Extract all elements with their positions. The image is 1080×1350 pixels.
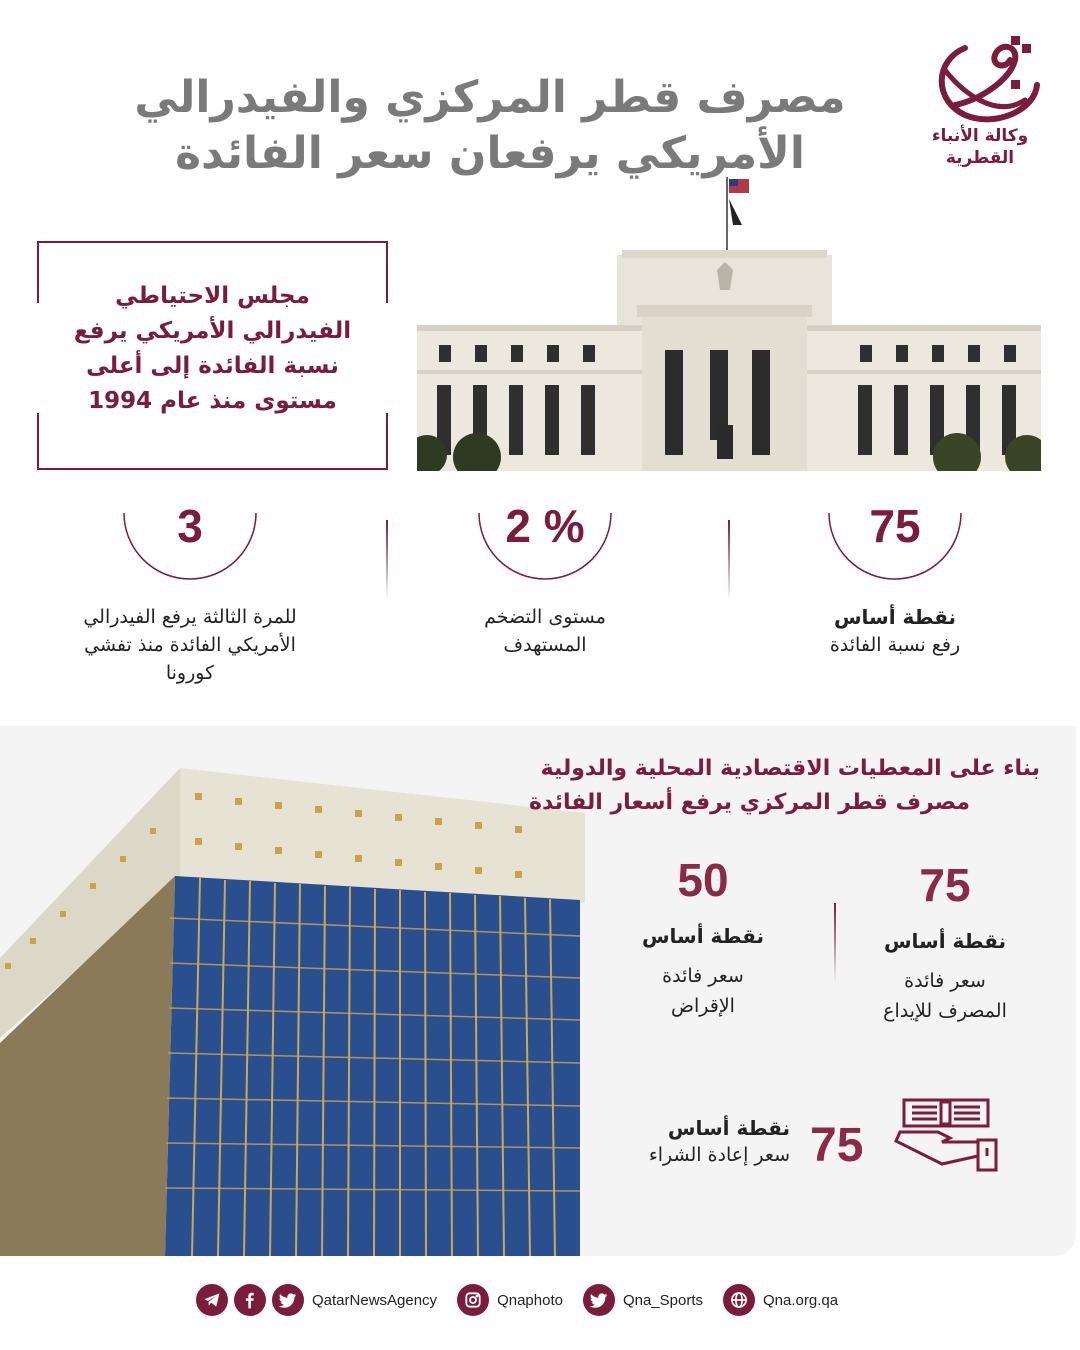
qcb-repo-rate-label — [600, 1115, 790, 1169]
stat-unit: نقطة أساس — [883, 929, 1007, 953]
social-label-qna-sports[interactable]: Qna_Sports — [622, 1291, 703, 1309]
fed-line-1: مجلس الاحتياطي — [115, 283, 310, 309]
stat-unit: نقطة أساس — [667, 1116, 790, 1140]
stat-value: 50 — [677, 854, 729, 906]
stat-value: 75 — [919, 859, 971, 911]
qcb-title-line-2: مصرف قطر المركزي يرفع أسعار الفائدة — [529, 790, 970, 815]
title-line-1: مصرف قطر المركزي والفيدرالي — [134, 72, 846, 123]
divider — [834, 903, 836, 983]
stat-desc-line-2: الإقراض — [671, 995, 735, 1017]
logo-text — [905, 125, 1055, 169]
stat-unit: نقطة أساس — [641, 924, 765, 948]
money-hand-icon — [892, 1096, 1002, 1176]
social-footer — [196, 1283, 852, 1317]
stat-unit: نقطة أساس — [833, 605, 957, 629]
stat-desc-line-2: المصرف للإيداع — [883, 1000, 1007, 1022]
fed-line-3: نسبة الفائدة إلى أعلى — [86, 353, 339, 379]
qcb-building-image — [0, 768, 585, 1256]
twitter-icon[interactable] — [272, 1284, 304, 1316]
fed-building-image — [417, 175, 1041, 471]
logo-text-line-1: وكالة الأنباء — [931, 126, 1029, 146]
stat-desc-line-3: كورونا — [165, 662, 215, 684]
qcb-deposit-rate — [840, 860, 1050, 1026]
instagram-icon[interactable] — [457, 1284, 489, 1316]
logo-text-line-2: القطرية — [945, 148, 1015, 168]
stat-desc-line-1: مستوى التضخم — [484, 606, 606, 628]
qcb-lending-rate — [598, 855, 808, 1021]
globe-icon[interactable] — [723, 1284, 755, 1316]
stat-desc-line-2: الأمريكي الفائدة منذ تفشي — [84, 634, 296, 656]
divider — [728, 520, 730, 600]
title-line-2: الأمريكي يرفعان سعر الفائدة — [175, 128, 805, 179]
qcb-title-line-1: بناء على المعطيات الاقتصادية المحلية والدولية — [540, 756, 1040, 781]
fed-highlight-text — [57, 279, 368, 419]
stat-desc-line-1: سعر فائدة — [662, 965, 744, 987]
social-label-website[interactable]: Qna.org.qa — [763, 1291, 839, 1309]
social-label-qatarnewsagency[interactable]: QatarNewsAgency — [312, 1291, 438, 1309]
facebook-icon[interactable] — [234, 1284, 266, 1316]
telegram-icon[interactable] — [196, 1284, 228, 1316]
twitter-icon[interactable] — [583, 1284, 615, 1316]
stat-desc-line-1: للمرة الثالثة يرفع الفيدرالي — [83, 606, 297, 628]
stat-desc-line-2: المستهدف — [503, 634, 587, 656]
fed-line-4: مستوى منذ عام 1994 — [88, 388, 337, 414]
stat-desc: سعر إعادة الشراء — [648, 1144, 790, 1166]
stat-inflation-target — [395, 500, 695, 659]
qcb-panel-title — [420, 752, 1040, 820]
stat-third-hike — [40, 500, 340, 687]
page-title — [130, 70, 850, 182]
stat-value: 75 — [869, 500, 921, 552]
stat-desc: رفع نسبة الفائدة — [829, 634, 961, 656]
fed-line-2: الفيدرالي الأمريكي يرفع — [73, 318, 352, 344]
stat-value: 2 % — [505, 500, 585, 552]
stat-rate-hike — [745, 500, 1045, 659]
stat-value: 3 — [177, 500, 203, 552]
qcb-repo-rate-value: 75 — [810, 1119, 864, 1172]
fed-highlight-box — [37, 241, 388, 470]
social-label-qnaphoto[interactable]: Qnaphoto — [497, 1291, 563, 1309]
divider — [386, 520, 388, 600]
stat-desc-line-1: سعر فائدة — [904, 970, 986, 992]
